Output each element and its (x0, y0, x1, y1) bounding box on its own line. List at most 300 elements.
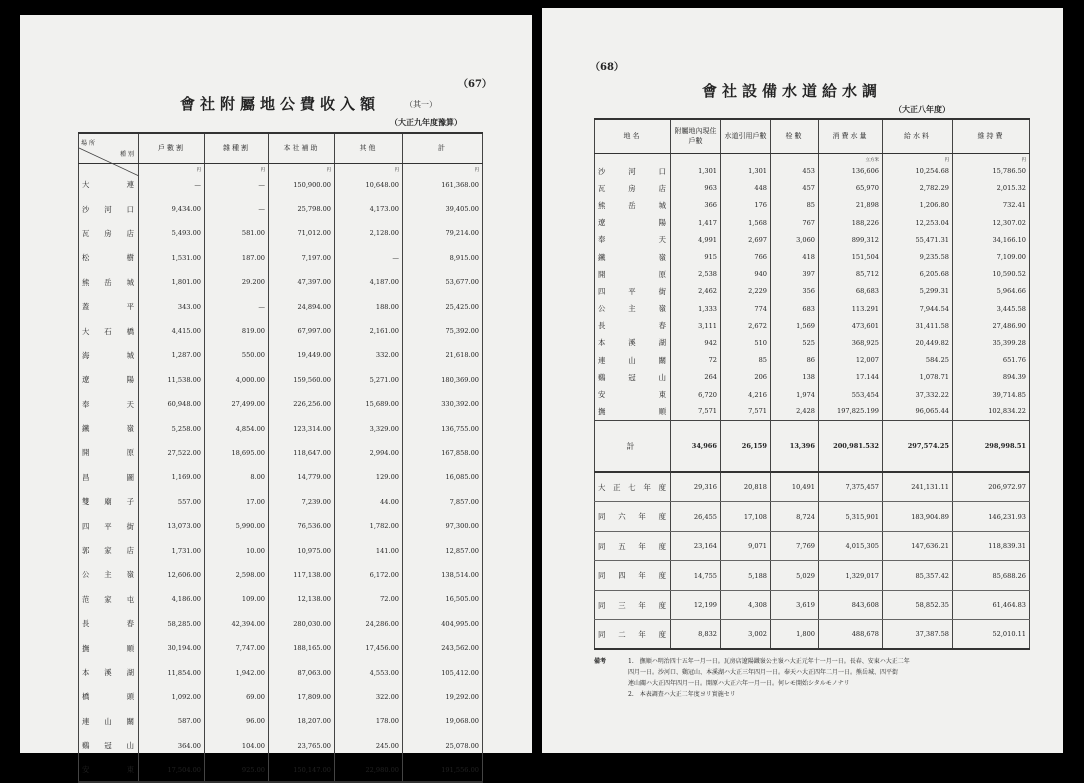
row-place-name: 安東 (595, 386, 671, 403)
right-water-table (594, 118, 1030, 650)
row-place-name: 瓦房店 (595, 180, 671, 197)
table-row (595, 214, 1030, 231)
cell-c2: 69.00 (205, 685, 269, 709)
cell-c3: 47,397.00 (269, 270, 335, 294)
notes-label: 備考 (594, 658, 607, 665)
year-c3: 7,769 (771, 531, 819, 561)
cell-c4: 1,782.00 (335, 514, 403, 538)
table-row (79, 709, 483, 733)
cell-c6: 15,786.50 (953, 163, 1030, 180)
cell-c5: 53,677.00 (403, 270, 483, 294)
cell-c2: 550.00 (205, 343, 269, 367)
row-place-name: 范家屯 (79, 587, 139, 611)
table-row (79, 465, 483, 489)
table-row (79, 368, 483, 392)
table-row (79, 587, 483, 611)
cell-c1: 58,285.00 (139, 612, 205, 636)
year-row (595, 531, 1030, 561)
cell-c6: 34,166.10 (953, 231, 1030, 248)
cell-c4: 4,173.00 (335, 197, 403, 221)
cell-c4: 141.00 (335, 538, 403, 562)
cell-c3: 1,569 (771, 317, 819, 334)
cell-c4: 44.00 (335, 490, 403, 514)
cell-c5: 16,085.00 (403, 465, 483, 489)
cell-c4: 68,683 (819, 283, 883, 300)
cell-c5: 25,078.00 (403, 733, 483, 757)
cell-c1: 17,504.00 (139, 758, 205, 782)
cell-c1: 27,522.00 (139, 441, 205, 465)
table-row (595, 248, 1030, 265)
cell-c6: 10,590.52 (953, 266, 1030, 283)
right-header-c4: 消費水量 (819, 119, 883, 153)
total-c3: 13,396 (771, 420, 819, 472)
cell-c2: 10.00 (205, 538, 269, 562)
cell-c4: — (335, 246, 403, 270)
notes-line-3: 連山關ハ大正四年四月一日。開原ハ大正六年一月一日。何レモ開始シタルモノナリ (628, 680, 850, 687)
cell-c4: 2,161.00 (335, 319, 403, 343)
cell-c2: 4,854.00 (205, 416, 269, 440)
cell-c4: 332.00 (335, 343, 403, 367)
cell-c2: 109.00 (205, 587, 269, 611)
cell-c1: 587.00 (139, 709, 205, 733)
cell-c3: 418 (771, 248, 819, 265)
cell-c4: 197,825.199 (819, 403, 883, 420)
cell-c3: 25,798.00 (269, 197, 335, 221)
year-row (595, 561, 1030, 591)
cell-c2: 819.00 (205, 319, 269, 343)
cell-c4: 22,980.00 (335, 758, 403, 782)
cell-c1: 942 (671, 334, 721, 351)
cell-c5: 1,206.80 (883, 197, 953, 214)
cell-c6: 27,486.90 (953, 317, 1030, 334)
cell-c2: 104.00 (205, 733, 269, 757)
right-header-c6: 維持費 (953, 119, 1030, 153)
cell-c5: 31,411.58 (883, 317, 953, 334)
cell-c1: 264 (671, 369, 721, 386)
unit-cell: 円 (335, 163, 403, 173)
year-c4: 5,315,901 (819, 502, 883, 532)
cell-c3: 150,147.00 (269, 758, 335, 782)
unit-cell (721, 153, 771, 163)
cell-c3: 24,894.00 (269, 294, 335, 318)
table-row (595, 403, 1030, 420)
cell-c2: 774 (721, 300, 771, 317)
cell-c5: 180,369.00 (403, 368, 483, 392)
total-c2: 26,159 (721, 420, 771, 472)
cell-c2: 766 (721, 248, 771, 265)
cell-c4: 12,007 (819, 352, 883, 369)
cell-c4: 129.00 (335, 465, 403, 489)
cell-c4: 24,286.00 (335, 612, 403, 636)
cell-c5: 191,556.00 (403, 758, 483, 782)
cell-c5: 25,425.00 (403, 294, 483, 318)
year-c2: 4,308 (721, 590, 771, 620)
cell-c3: 2,428 (771, 403, 819, 420)
cell-c5: 39,405.00 (403, 197, 483, 221)
cell-c3: 14,779.00 (269, 465, 335, 489)
cell-c5: 7,944.54 (883, 300, 953, 317)
table-row (79, 612, 483, 636)
table-row (595, 231, 1030, 248)
page-number-left: （67） (458, 79, 492, 90)
cell-c3: 683 (771, 300, 819, 317)
row-place-name: 本溪湖 (595, 334, 671, 351)
cell-c2: 5,990.00 (205, 514, 269, 538)
cell-c2: 8.00 (205, 465, 269, 489)
cell-c6: 5,964.66 (953, 283, 1030, 300)
cell-c5: 75,392.00 (403, 319, 483, 343)
cell-c2: 940 (721, 266, 771, 283)
year-c6: 206,972.97 (953, 472, 1030, 502)
cell-c5: 96,065.44 (883, 403, 953, 420)
cell-c5: 243,562.00 (403, 636, 483, 660)
cell-c2: 2,672 (721, 317, 771, 334)
cell-c3: 7,197.00 (269, 246, 335, 270)
row-place-name: 撫順 (79, 636, 139, 660)
cell-c6: 39,714.85 (953, 386, 1030, 403)
year-c6: 85,688.26 (953, 561, 1030, 591)
right-header-c2: 水道引用戶數 (721, 119, 771, 153)
cell-c1: 1,169.00 (139, 465, 205, 489)
year-c2: 5,188 (721, 561, 771, 591)
row-place-name: 長春 (595, 317, 671, 334)
cell-c4: 899,312 (819, 231, 883, 248)
left-revenue-table (78, 132, 483, 783)
year-c1: 14,755 (671, 561, 721, 591)
table-row (79, 685, 483, 709)
cell-c1: 1,092.00 (139, 685, 205, 709)
cell-c4: 85,712 (819, 266, 883, 283)
right-header-name: 地名 (595, 119, 671, 153)
right-header-c1: 附屬地內現住戶數 (671, 119, 721, 153)
right-header-c3: 栓數 (771, 119, 819, 153)
right-page-title: 會社設備水道給水調 (702, 82, 883, 100)
cell-c1: 2,462 (671, 283, 721, 300)
table-row (79, 294, 483, 318)
cell-c2: 176 (721, 197, 771, 214)
row-place-name: 松樹 (79, 246, 139, 270)
table-row (79, 758, 483, 782)
year-c4: 843,608 (819, 590, 883, 620)
table-row (79, 173, 483, 197)
unit-cell-empty (595, 153, 671, 163)
table-row (79, 514, 483, 538)
total-c5: 297,574.25 (883, 420, 953, 472)
cell-c3: 226,256.00 (269, 392, 335, 416)
cell-c4: 368,925 (819, 334, 883, 351)
left-page-title: 會社附屬地公費收入額 (180, 95, 381, 113)
cell-c4: 2,994.00 (335, 441, 403, 465)
cell-c4: 65,970 (819, 180, 883, 197)
cell-c5: 12,253.04 (883, 214, 953, 231)
cell-c5: 12,857.00 (403, 538, 483, 562)
year-label: 同三年度 (595, 590, 671, 620)
cell-c4: 4,553.00 (335, 660, 403, 684)
year-c5: 85,357.42 (883, 561, 953, 591)
notes-line-1: 1. 撫順ハ明治四十五年一月一日。瓦房店遼陽鐵嶺公主嶺ハ大正元年十一月一日。長春、安東ハ大正二年 (628, 658, 910, 665)
row-place-name: 開原 (595, 266, 671, 283)
cell-c5: 161,368.00 (403, 173, 483, 197)
notes-block (594, 656, 910, 700)
cell-c2: 4,216 (721, 386, 771, 403)
unit-row (595, 153, 1030, 163)
corner-top-label: 種別 (119, 151, 136, 159)
table-row (79, 660, 483, 684)
cell-c5: 9,235.58 (883, 248, 953, 265)
table-row (79, 563, 483, 587)
row-place-name: 鐵嶺 (79, 416, 139, 440)
table-row (79, 538, 483, 562)
year-c6: 61,464.83 (953, 590, 1030, 620)
notes-line-2: 四月一日。沙河口、鷄冠山、本溪湖ハ大正三年四月一日。奉天ハ大正四年二月一日。熊岳城、四平街 (628, 669, 899, 676)
table-row (79, 441, 483, 465)
cell-c2: 29.200 (205, 270, 269, 294)
total-c6: 298,998.51 (953, 420, 1030, 472)
page-number-right: （68） (590, 62, 624, 73)
cell-c3: 767 (771, 214, 819, 231)
row-place-name: 昌圖 (79, 465, 139, 489)
header-c1: 戶數割 (139, 133, 205, 163)
cell-c5: 19,292.00 (403, 685, 483, 709)
year-c5: 58,852.35 (883, 590, 953, 620)
cell-c3: 12,138.00 (269, 587, 335, 611)
row-place-name: 蓋平 (79, 294, 139, 318)
row-place-name: 四平街 (595, 283, 671, 300)
year-c2: 20,818 (721, 472, 771, 502)
cell-c3: 76,536.00 (269, 514, 335, 538)
cell-c2: 85 (721, 352, 771, 369)
cell-c3: 457 (771, 180, 819, 197)
row-place-name: 雙廟子 (79, 490, 139, 514)
table-row (79, 221, 483, 245)
year-c5: 147,636.21 (883, 531, 953, 561)
year-c6: 118,839.31 (953, 531, 1030, 561)
row-place-name: 海城 (79, 343, 139, 367)
cell-c2: 2,229 (721, 283, 771, 300)
cell-c1: 11,538.00 (139, 368, 205, 392)
cell-c1: 30,194.00 (139, 636, 205, 660)
cell-c2: 510 (721, 334, 771, 351)
cell-c1: 1,287.00 (139, 343, 205, 367)
row-place-name: 熊岳城 (79, 270, 139, 294)
left-title-note: （其一） (405, 100, 437, 109)
table-row (79, 733, 483, 757)
year-c4: 488,678 (819, 620, 883, 650)
cell-c4: 17,456.00 (335, 636, 403, 660)
year-c4: 4,015,305 (819, 531, 883, 561)
cell-c3: 159,560.00 (269, 368, 335, 392)
row-place-name: 四平街 (79, 514, 139, 538)
year-c6: 52,010.11 (953, 620, 1030, 650)
cell-c2: 1,942.00 (205, 660, 269, 684)
cell-c1: 1,301 (671, 163, 721, 180)
row-place-name: 大石橋 (79, 319, 139, 343)
table-row (79, 343, 483, 367)
cell-c5: 167,858.00 (403, 441, 483, 465)
year-c3: 3,619 (771, 590, 819, 620)
cell-c3: 397 (771, 266, 819, 283)
unit-cell: 立方米 (819, 153, 883, 163)
cell-c6: 35,399.28 (953, 334, 1030, 351)
right-header-c5: 給水料 (883, 119, 953, 153)
cell-c4: 188.00 (335, 294, 403, 318)
row-place-name: 奉天 (595, 231, 671, 248)
row-place-name: 熊岳城 (595, 197, 671, 214)
year-c3: 8,724 (771, 502, 819, 532)
cell-c2: — (205, 173, 269, 197)
cell-c4: 473,601 (819, 317, 883, 334)
total-row (595, 420, 1030, 472)
cell-c4: 4,187.00 (335, 270, 403, 294)
row-place-name: 鷄冠山 (79, 733, 139, 757)
cell-c5: 2,782.29 (883, 180, 953, 197)
year-c5: 183,904.89 (883, 502, 953, 532)
cell-c2: 925.00 (205, 758, 269, 782)
year-c4: 7,375,457 (819, 472, 883, 502)
table-row (79, 270, 483, 294)
cell-c1: 963 (671, 180, 721, 197)
year-label: 同四年度 (595, 561, 671, 591)
row-place-name: 沙河口 (79, 197, 139, 221)
cell-c4: 245.00 (335, 733, 403, 757)
cell-c3: 356 (771, 283, 819, 300)
cell-c6: 651.76 (953, 352, 1030, 369)
cell-c1: 2,538 (671, 266, 721, 283)
table-row (595, 300, 1030, 317)
left-subtitle: （大正九年度豫算） (390, 117, 462, 127)
unit-cell: 円 (403, 163, 483, 173)
row-place-name: 大連 (79, 173, 139, 197)
cell-c1: 364.00 (139, 733, 205, 757)
cell-c5: 7,857.00 (403, 490, 483, 514)
cell-c5: 1,078.71 (883, 369, 953, 386)
cell-c5: 97,300.00 (403, 514, 483, 538)
cell-c4: 5,271.00 (335, 368, 403, 392)
cell-c5: 330,392.00 (403, 392, 483, 416)
table-row (595, 163, 1030, 180)
cell-c4: 151,504 (819, 248, 883, 265)
total-label: 計 (595, 420, 671, 472)
header-c3: 本社補助 (269, 133, 335, 163)
notes-row-2 (594, 667, 910, 678)
cell-c3: 7,239.00 (269, 490, 335, 514)
cell-c2: 7,571 (721, 403, 771, 420)
cell-c1: 4,991 (671, 231, 721, 248)
cell-c1: 343.00 (139, 294, 205, 318)
row-place-name: 撫順 (595, 403, 671, 420)
cell-c4: 3,329.00 (335, 416, 403, 440)
table-row (79, 392, 483, 416)
cell-c1: 4,186.00 (139, 587, 205, 611)
year-c5: 241,131.11 (883, 472, 953, 502)
cell-c3: 280,030.00 (269, 612, 335, 636)
year-c3: 5,029 (771, 561, 819, 591)
cell-c2: 1,568 (721, 214, 771, 231)
header-c5: 計 (403, 133, 483, 163)
cell-c1: 4,415.00 (139, 319, 205, 343)
table-row (595, 386, 1030, 403)
year-c1: 12,199 (671, 590, 721, 620)
notes-line-4: 2. 本表調査ハ大正二年度ヨリ實施セリ (628, 691, 736, 698)
unit-cell: 円 (205, 163, 269, 173)
cell-c5: 136,755.00 (403, 416, 483, 440)
cell-c3: 17,809.00 (269, 685, 335, 709)
corner-header-cell (79, 133, 139, 163)
cell-c2: 2,697 (721, 231, 771, 248)
cell-c3: 87,063.00 (269, 660, 335, 684)
cell-c2: 581.00 (205, 221, 269, 245)
cell-c2: 17.00 (205, 490, 269, 514)
cell-c1: 1,417 (671, 214, 721, 231)
year-c1: 23,164 (671, 531, 721, 561)
cell-c6: 3,445.58 (953, 300, 1030, 317)
table-row (595, 197, 1030, 214)
unit-row (79, 163, 483, 173)
year-row (595, 472, 1030, 502)
cell-c2: 18,695.00 (205, 441, 269, 465)
cell-c1: 915 (671, 248, 721, 265)
cell-c4: 15,689.00 (335, 392, 403, 416)
year-label: 同二年度 (595, 620, 671, 650)
row-place-name: 連山關 (79, 709, 139, 733)
year-c2: 9,071 (721, 531, 771, 561)
cell-c4: 2,128.00 (335, 221, 403, 245)
cell-c2: 42,394.00 (205, 612, 269, 636)
row-place-name: 長春 (79, 612, 139, 636)
notes-row-4 (594, 689, 910, 700)
left-page (20, 15, 532, 775)
row-place-name: 公主嶺 (79, 563, 139, 587)
cell-c1: 60,948.00 (139, 392, 205, 416)
cell-c5: 10,254.68 (883, 163, 953, 180)
cell-c1: 1,333 (671, 300, 721, 317)
unit-cell (771, 153, 819, 163)
cell-c5: 79,214.00 (403, 221, 483, 245)
cell-c3: 1,974 (771, 386, 819, 403)
cell-c2: 2,598.00 (205, 563, 269, 587)
cell-c1: 557.00 (139, 490, 205, 514)
cell-c3: 150,900.00 (269, 173, 335, 197)
cell-c2: 96.00 (205, 709, 269, 733)
table-row (595, 317, 1030, 334)
table-row (79, 246, 483, 270)
header-c4: 其他 (335, 133, 403, 163)
cell-c2: 1,301 (721, 163, 771, 180)
cell-c1: 3,111 (671, 317, 721, 334)
unit-cell (671, 153, 721, 163)
table-row (595, 266, 1030, 283)
cell-c5: 20,449.82 (883, 334, 953, 351)
cell-c4: 21,898 (819, 197, 883, 214)
year-c1: 26,455 (671, 502, 721, 532)
cell-c1: 13,073.00 (139, 514, 205, 538)
cell-c1: 5,258.00 (139, 416, 205, 440)
year-c4: 1,329,017 (819, 561, 883, 591)
cell-c3: 117,138.00 (269, 563, 335, 587)
cell-c5: 5,299.31 (883, 283, 953, 300)
total-c4: 200,981.532 (819, 420, 883, 472)
cell-c3: 453 (771, 163, 819, 180)
year-c2: 3,002 (721, 620, 771, 650)
cell-c6: 7,109.00 (953, 248, 1030, 265)
cell-c5: 19,068.00 (403, 709, 483, 733)
cell-c6: 894.39 (953, 369, 1030, 386)
table-row (79, 636, 483, 660)
cell-c3: 123,314.00 (269, 416, 335, 440)
cell-c2: 7,747.00 (205, 636, 269, 660)
cell-c4: 113.291 (819, 300, 883, 317)
cell-c1: 1,531.00 (139, 246, 205, 270)
